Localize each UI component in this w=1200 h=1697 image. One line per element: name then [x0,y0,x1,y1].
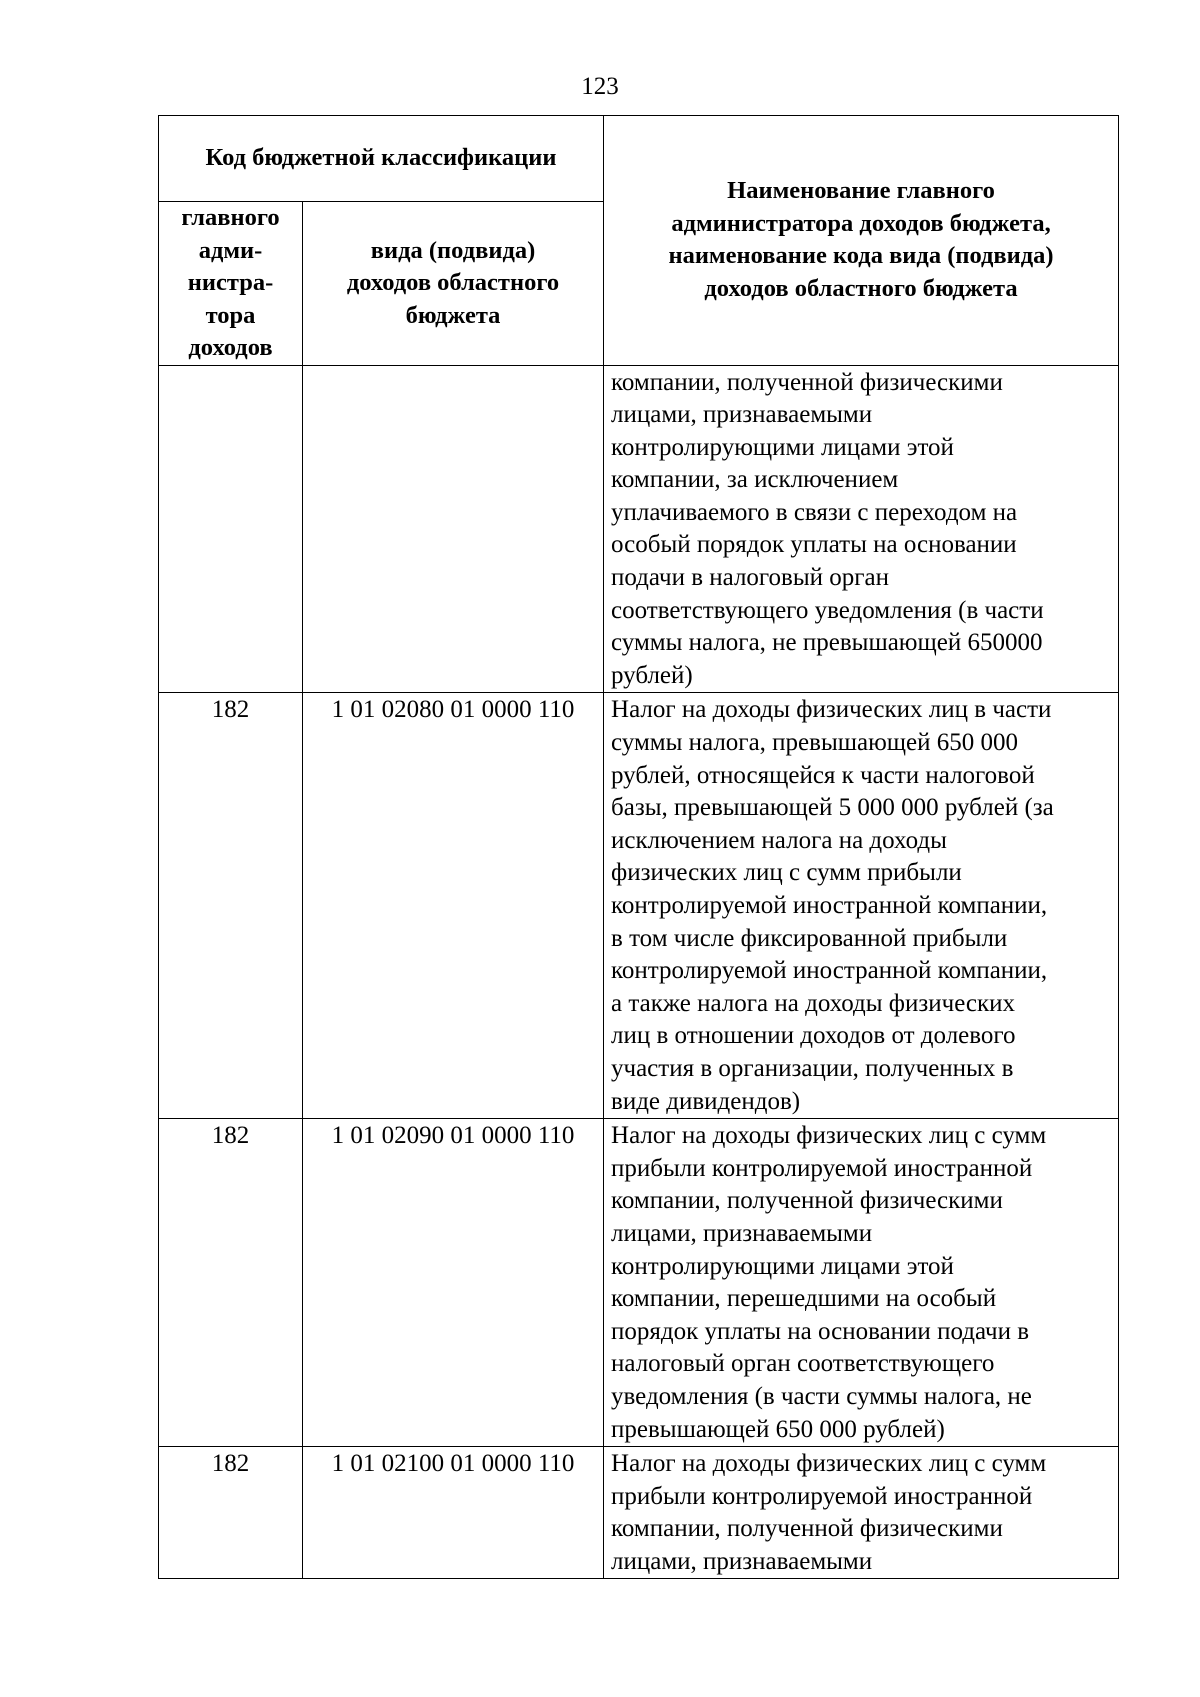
income-name-line: налоговый орган соответствующего [611,1350,995,1378]
income-name-line: лицами, признаваемыми [611,401,873,429]
admin-code-cell: 182 [159,693,303,1119]
table-row [159,693,1119,1119]
income-name-line: контролируемой иностранной компании, [611,892,1048,919]
income-code-cell [303,365,604,693]
header-admin-line: главного [181,204,280,231]
admin-code-cell: 182 [159,1119,303,1447]
income-name-line: особый порядок уплаты на основании [611,531,1017,559]
income-name-line: базы, превышающей 5 000 000 рублей (за [611,794,1054,822]
income-name-line: уплачиваемого в связи с переходом на [611,498,1018,526]
income-name-line: исключением налога на доходы [611,826,947,854]
income-name-line: лицами, признаваемыми [611,1219,873,1247]
income-name-line: виде дивидендов) [611,1087,801,1115]
income-name-line: уведомления (в части суммы налога, не [611,1382,1032,1410]
header-admin-column [159,202,303,366]
table-row [159,1119,1119,1447]
header-name-line: Наименование главного [727,177,995,205]
income-name-line: Налог на доходы физических лиц с сумм [611,1450,1047,1478]
income-name-line: рублей) [611,661,693,689]
page-number: 123 [581,73,619,100]
income-name-line: рублей, относящейся к части налоговой [611,761,1035,789]
table-body [159,365,1119,1579]
income-name-line: физических лиц с сумм прибыли [611,859,962,887]
header-code-line: вида (подвида) [370,236,536,264]
income-name-line: в том числе фиксированной прибыли [611,924,1008,952]
table-header [159,116,1119,366]
header-name-line: администратора доходов бюджета, [671,209,1051,237]
header-name-line: доходов областного бюджета [704,274,1018,302]
income-name-line: контролируемой иностранной компании, [611,957,1048,985]
income-name-cell [604,693,1119,1119]
table-row [159,365,1119,693]
header-name-column [604,116,1119,366]
income-name-line: лицами, признаваемыми [611,1547,873,1575]
income-name-line: а также налога на доходы физических [611,989,1016,1017]
admin-code-cell: 182 [159,1447,303,1579]
header-code-column [303,202,604,366]
income-name-line: порядок уплаты на основании подачи в [611,1317,1030,1345]
income-name-line: компании, полученной физическими [611,368,1003,396]
income-name-line: компании, полученной физическими [611,1515,1003,1543]
header-name-line: наименование кода вида (подвида) [668,242,1054,270]
admin-code-cell [159,365,303,693]
income-name-line: лиц в отношении доходов от долевого [611,1022,1016,1050]
income-name-line: превышающей 650 000 рублей) [611,1415,945,1443]
header-code-line: бюджета [405,301,501,329]
income-name-cell [604,1119,1119,1447]
income-name-line: Налог на доходы физических лиц с сумм [611,1122,1047,1150]
header-budget-code-group: Код бюджетной классификации [159,116,604,202]
income-name-line: соответствующего уведомления (в части [611,596,1044,624]
header-admin-line: адми- [198,236,263,264]
income-name-line: Налог на доходы физических лиц в части [611,696,1052,724]
income-code-cell: 1 01 02090 01 0000 110 [303,1119,604,1447]
income-name-line: прибыли контролируемой иностранной [611,1482,1033,1510]
income-name-line: участия в организации, полученных в [611,1054,1014,1082]
income-name-cell [604,365,1119,693]
income-name-line: подачи в налоговый орган [611,564,890,592]
income-name-line: компании, перешедшими на особый [611,1285,997,1313]
income-name-cell [604,1447,1119,1579]
header-code-line: доходов областного [346,269,560,296]
header-admin-line: тора [205,301,256,329]
income-name-line: суммы налога, превышающей 650 000 [611,729,1018,757]
income-name-line: компании, за исключением [611,466,899,494]
income-name-line: контролирующими лицами этой [611,433,954,461]
table-row [159,1447,1119,1579]
income-name-line: контролирующими лицами этой [611,1252,954,1280]
budget-classification-table [158,115,1119,1579]
header-admin-line: доходов [188,334,273,361]
income-code-cell: 1 01 02080 01 0000 110 [303,693,604,1119]
income-name-line: суммы налога, не превышающей 650000 [611,629,1043,657]
header-admin-line: нистра- [187,269,274,296]
income-name-line: прибыли контролируемой иностранной [611,1154,1033,1182]
income-name-line: компании, полученной физическими [611,1187,1003,1215]
income-code-cell: 1 01 02100 01 0000 110 [303,1447,604,1579]
